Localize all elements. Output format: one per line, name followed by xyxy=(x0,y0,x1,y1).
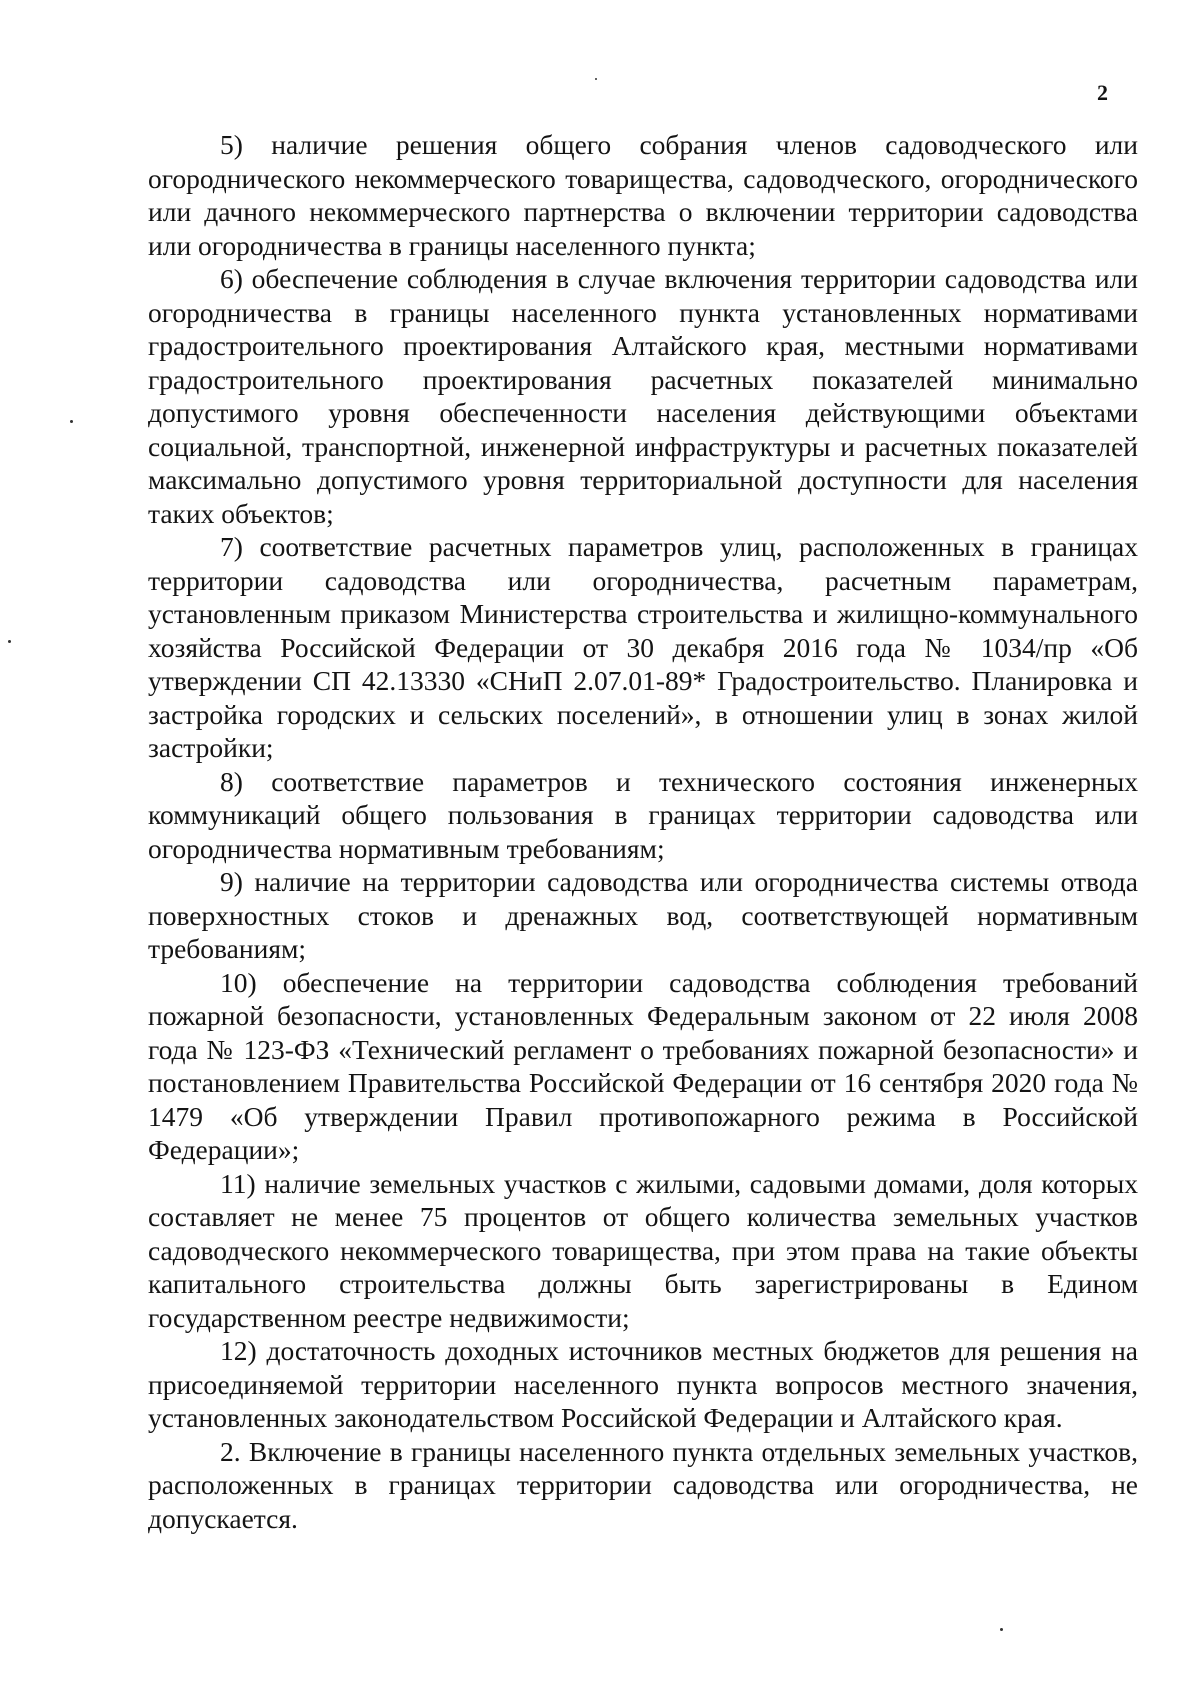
scan-speck xyxy=(8,640,11,643)
paragraph-item-8: 8) соответствие параметров и технического состояния инженерных коммуникаций общего пользования в границах территории садоводства или огородничества нормативным требованиям; xyxy=(148,765,1138,864)
paragraph-item-11: 11) наличие земельных участков с жилыми, садовыми домами, доля которых составляет не менее 75 процентов от общего количества земельных участков садоводческого некоммерческого товарищества, при этом права на такие объекты капитального строительства должны быть зарегистрированы в Едином государственном реестре недвижимости; xyxy=(148,1167,1138,1333)
paragraph-section-2: 2. Включение в границы населенного пункта отдельных земельных участков, расположенных в границах территории садоводства или огородничества, не допускается. xyxy=(148,1435,1138,1534)
paragraph-item-10: 10) обеспечение на территории садоводства соблюдения требований пожарной безопасности, установленных Федеральным законом от 22 июля 2008 года № 123-ФЗ «Технический регламент о требованиях пожарной безопасности» и постановлением Правительства Российской Федерации от 16 сентября 2020 года № 1479 «Об утверждении Правил противопожарного режима в Российской Федерации»; xyxy=(148,966,1138,1165)
paragraph-item-6: 6) обеспечение соблюдения в случае включения территории садоводства или огородничества в границы населенного пункта установленных нормативами градостроительного проектирования Алтайского края, местными нормативами градостроительного проектирования расчетных показателей минимально допустимого уровня обеспеченности населения действующими объектами социальной, транспортной, инженерной инфраструктуры и расчетных показателей максимально допустимого уровня территориальной доступности для населения таких объектов; xyxy=(148,263,1138,529)
scan-speck xyxy=(1000,1628,1003,1631)
document-body xyxy=(148,128,1138,1535)
paragraph-item-5: 5) наличие решения общего собрания членов садоводческого или огороднического некоммерческого товарищества, садоводческого, огороднического или дачного некоммерческого партнерства о включении территории садоводства или огородничества в границы населенного пункта; xyxy=(148,129,1138,261)
page-number: 2 xyxy=(1097,80,1108,105)
scan-speck xyxy=(595,78,597,80)
paragraph-item-9: 9) наличие на территории садоводства или огородничества системы отвода поверхностных стоков и дренажных вод, соответствующей нормативным требованиям; xyxy=(148,866,1138,964)
paragraph-item-7: 7) соответствие расчетных параметров улиц, расположенных в границах территории садоводства или огородничества, расчетным параметрам, установленным приказом Министерства строительства и жилищно-коммунального хозяйства Российской Федерации от 30 декабря 2016 года № 1034/пр «Об утверждении СП 42.13330 «СНиП 2.07.01-89* Градостроительство. Планировка и застройка городских и сельских поселений», в отношении улиц в зонах жилой застройки; xyxy=(148,531,1138,763)
paragraph-item-12: 12) достаточность доходных источников местных бюджетов для решения на присоединяемой территории населенного пункта вопросов местного значения, установленных законодательством Российской Федерации и Алтайского края. xyxy=(148,1335,1138,1433)
scan-speck xyxy=(70,420,73,423)
